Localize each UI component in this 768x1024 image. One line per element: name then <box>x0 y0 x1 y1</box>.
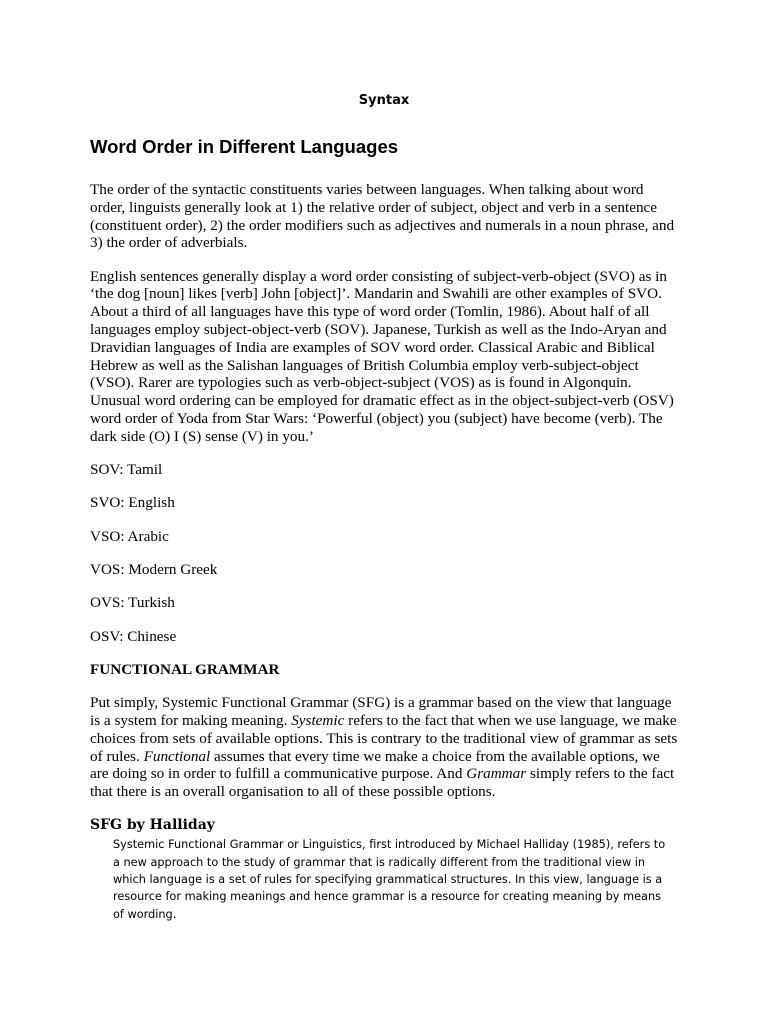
section-heading-sfg-halliday: SFG by Halliday <box>90 816 215 833</box>
paragraph-functional-grammar <box>90 694 682 801</box>
text-run: refers to the fact that when we use language, we make choices from sets of available options. This is contrary to the traditional view of grammar as sets of rules. <box>90 712 678 765</box>
document-body <box>90 181 682 923</box>
text-run: assumes that every time we make a choice from the available options, we are doing so in order to fulfill a communicative purpose. And <box>90 747 660 783</box>
text-run: Put simply, Systemic Functional Grammar (SFG) is a grammar based on the view that language is a system for making meaning. <box>90 694 672 730</box>
page-header: Syntax <box>358 93 410 108</box>
list-item: OVS: Turkish <box>90 594 175 612</box>
paragraph-intro: The order of the syntactic constituents varies between languages. When talking about word order, linguists generally look at 1) the relative order of subject, object and verb in a sentence (constituent order), 2) the order modifiers such as adjectives and numerals in a noun phrase, and 3) the order of adverbials. <box>90 181 675 252</box>
italic-term-systemic: Systemic <box>291 712 345 730</box>
list-item: SOV: Tamil <box>90 461 163 479</box>
paragraph-word-order: English sentences generally display a word order consisting of subject-verb-object (SVO) as in ‘the dog [noun] likes [verb] John [object]’. Mandarin and Swahili are other examples of SVO. About a third of all languages have this type of word order (Tomlin, 1986). About half of all languages employ subject-object-verb (SOV). Japanese, Turkish as well as the Indo-Aryan and Dravidian languages of India are examples of SOV word order. Classical Arabic and Biblical Hebrew as well as the Salishan languages of British Columbia employ verb-subject-object (VSO). Rarer are typologies such as verb-object-subject (VOS) as is found in Algonquin. Unusual word ordering can be employed for dramatic effect as in the object-subject-verb (OSV) word order of Yoda from Star Wars: ‘Powerful (object) you (subject) have become (verb). The dark side (O) I (S) sense (V) in you.’ <box>90 267 674 445</box>
italic-term-functional: Functional <box>143 747 211 765</box>
list-item: VSO: Arabic <box>90 527 169 545</box>
list-item: SVO: English <box>90 494 175 512</box>
list-item: OSV: Chinese <box>90 627 177 645</box>
text-run: simply refers to the fact that there is an overall organisation to all of these possible options. <box>90 765 675 801</box>
italic-term-grammar: Grammar <box>466 765 527 783</box>
list-item: VOS: Modern Greek <box>90 561 218 579</box>
section-heading-functional-grammar: FUNCTIONAL GRAMMAR <box>90 660 280 678</box>
block-quote: Systemic Functional Grammar or Linguistics, first introduced by Michael Halliday (1985), refers to a new approach to the study of grammar that is radically different from the traditional view in which language is a set of rules for specifying grammatical structures. In this view, language is a resource for making meanings and hence grammar is a resource for creating meaning by means of wording. <box>113 838 666 921</box>
page-title: Word Order in Different Languages <box>90 136 399 157</box>
word-order-list <box>90 461 682 645</box>
